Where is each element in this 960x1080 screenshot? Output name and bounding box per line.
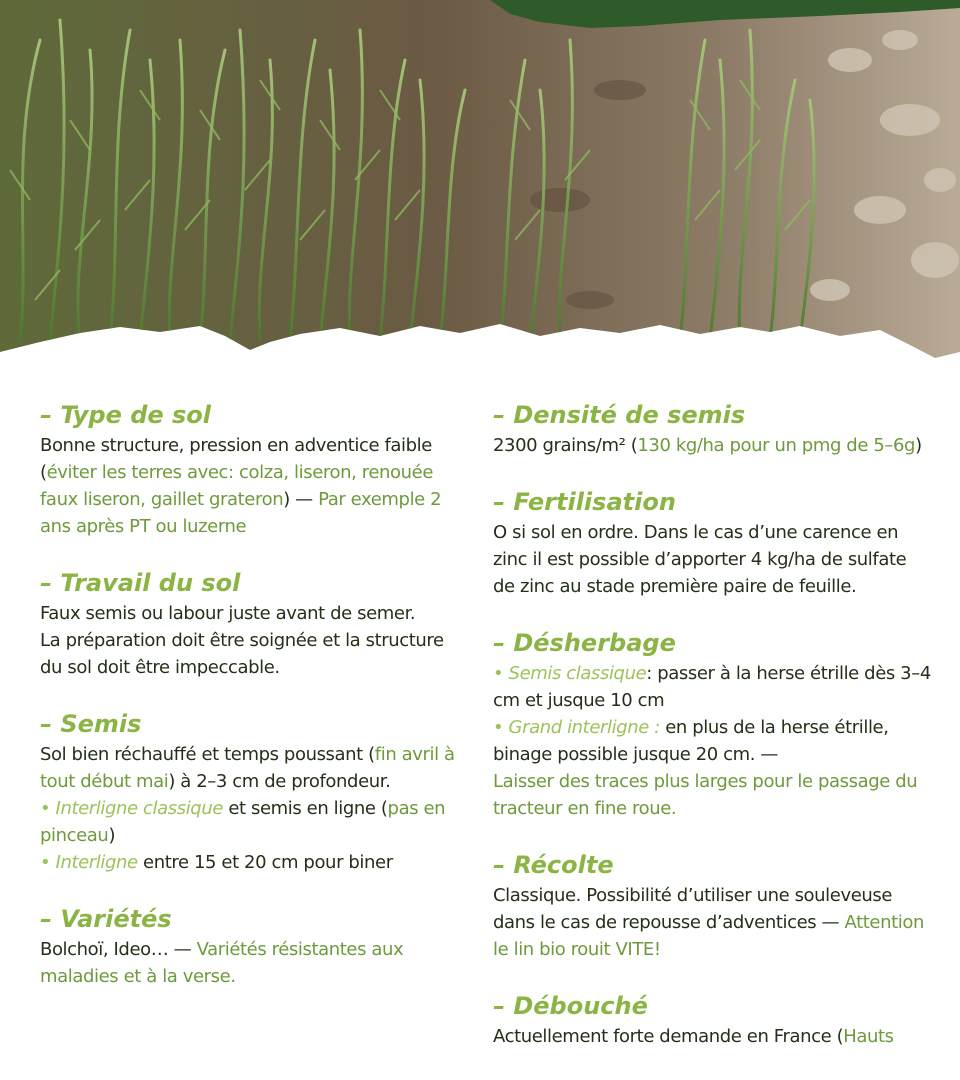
- heading-recolte: – Récolte: [493, 851, 614, 879]
- text: Bolchoï, Ideo… —: [40, 939, 197, 960]
- section-fertilisation: [493, 485, 933, 600]
- body-desherbage: [493, 660, 933, 822]
- text: et semis en ligne (: [223, 798, 388, 819]
- text: (: [40, 462, 47, 483]
- text: Classique. Possibilité d’utiliser une souleveuse dans le cas de repousse d’adventices —: [493, 885, 893, 933]
- heading-travail-du-sol: – Travail du sol: [40, 569, 241, 597]
- body-densite-de-semis: [493, 432, 933, 459]
- section-travail-du-sol: [40, 566, 465, 681]
- text: Bonne structure, pression en adventice faible: [40, 435, 432, 456]
- section-type-de-sol: [40, 398, 465, 540]
- light-text: Attention le lin bio rouit VITE!: [493, 912, 924, 960]
- text: Sol bien réchauffé et temps poussant (: [40, 744, 375, 765]
- heading-fertilisation: – Fertilisation: [493, 488, 676, 516]
- text: 2300 grains/m² (: [493, 435, 638, 456]
- light-text: 130 kg/ha pour un pmg de 5–6g: [637, 435, 916, 456]
- header-photo-flax-field: [0, 0, 960, 365]
- text: Faux semis ou labour juste avant de semer.: [40, 603, 416, 624]
- bullet-label: • Interligne classique: [40, 798, 224, 819]
- text: —: [289, 489, 319, 510]
- light-text: fin avril à tout début mai: [40, 744, 455, 792]
- left-column: [40, 398, 465, 1016]
- section-debouche: [493, 989, 933, 1050]
- heading-densite-de-semis: – Densité de semis: [493, 401, 746, 429]
- light-text: Laisser des traces plus larges pour le passage du tracteur en fine roue.: [493, 771, 918, 819]
- text: en plus de la herse étrille, binage possible jusque 20 cm. —: [493, 717, 889, 765]
- light-text: Variétés résistantes aux maladies et à la verse.: [40, 939, 404, 987]
- body-varietes: [40, 936, 465, 990]
- text: La préparation doit être soignée et la structure du sol doit être impeccable.: [40, 630, 444, 678]
- section-semis: [40, 707, 465, 876]
- text: ): [283, 489, 290, 510]
- body-recolte: [493, 882, 933, 963]
- text: ): [915, 435, 922, 456]
- bullet-label: • Grand interligne :: [493, 717, 660, 738]
- heading-debouche: – Débouché: [493, 992, 648, 1020]
- bullet-label: • Interligne: [40, 852, 138, 873]
- right-column: [493, 398, 933, 1076]
- body-fertilisation: O si sol en ordre. Dans le cas d’une carence en zinc il est possible d’apporter 4 kg/ha de sulfate de zinc au stade première paire de feuille.: [493, 522, 907, 597]
- text: entre 15 et 20 cm pour biner: [137, 852, 393, 873]
- section-densite-de-semis: [493, 398, 933, 459]
- light-text: pas en pinceau: [40, 798, 446, 846]
- body-semis: [40, 741, 465, 876]
- flax-field-illustration: [0, 0, 960, 365]
- light-text: Par exemple 2 ans après PT ou luzerne: [40, 489, 442, 537]
- text: ) à 2–3 cm de profondeur.: [168, 771, 391, 792]
- heading-semis: – Semis: [40, 710, 142, 738]
- bullet-label: • Semis classique: [493, 663, 647, 684]
- heading-type-de-sol: – Type de sol: [40, 401, 212, 429]
- body-travail-du-sol: [40, 600, 465, 681]
- body-debouche: [493, 1023, 933, 1050]
- text: Actuellement forte demande en France (: [493, 1026, 844, 1047]
- text: ): [108, 825, 116, 846]
- heading-desherbage: – Désherbage: [493, 629, 676, 657]
- section-recolte: [493, 848, 933, 963]
- heading-varietes: – Variétés: [40, 905, 172, 933]
- light-text: éviter les terres avec: colza, liseron, renouée faux liseron, gaillet grateron: [40, 462, 434, 510]
- section-varietes: [40, 902, 465, 990]
- text: : passer à la herse étrille dès 3–4 cm et jusque 10 cm: [493, 663, 931, 711]
- section-desherbage: [493, 626, 933, 822]
- body-type-de-sol: [40, 432, 465, 540]
- light-text: Hauts: [843, 1026, 894, 1047]
